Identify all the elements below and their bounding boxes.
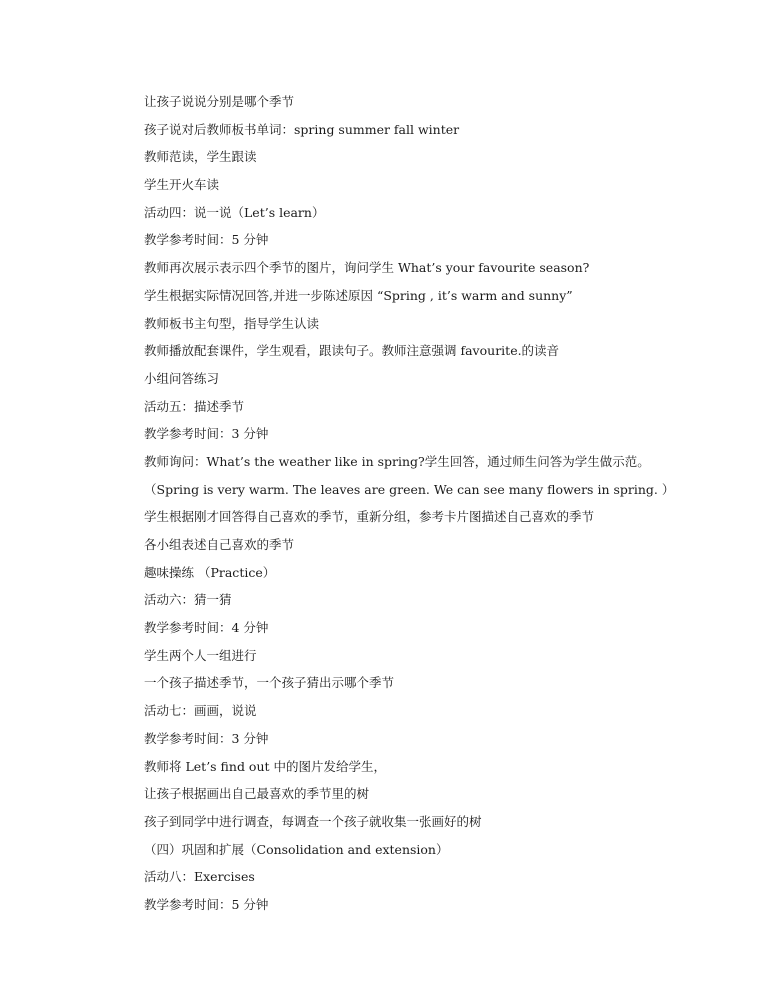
activity-heading: 活动七：画画，说说 — [144, 703, 257, 719]
activity-heading: 活动四：说一说（Let’s learn） — [144, 204, 325, 220]
activity-heading: 活动八：Exercises — [144, 869, 255, 885]
text-line: 学生开火车读 — [144, 177, 220, 193]
text-line: 教师范读，学生跟读 — [144, 149, 257, 165]
section-heading: 趣味操练 （Practice） — [144, 564, 276, 580]
text-line: 孩子说对后教师板书单词：spring summer fall winter — [144, 121, 460, 137]
time-note: 教学参考时间：3 分钟 — [144, 730, 269, 746]
text-line: 小组问答练习 — [144, 370, 220, 386]
time-note: 教学参考时间：3 分钟 — [144, 426, 269, 442]
text-line: 各小组表述自己喜欢的季节 — [144, 537, 295, 552]
text-line: 教师询问：What’s the weather like in spring?学生回答，通过师生问答为学生做示范。 — [144, 453, 650, 469]
text-line: 学生根据实际情况回答,并进一步陈述原因 “Spring , it’s warm and sunny” — [144, 287, 573, 303]
time-note: 教学参考时间：5 分钟 — [144, 896, 269, 912]
text-line: （Spring is very warm. The leaves are green. We can see many flowers in spring. ） — [144, 481, 675, 497]
text-line: 教师播放配套课件，学生观看，跟读句子。教师注意强调 favourite.的读音 — [144, 343, 560, 359]
text-line: 教师将 Let’s find out 中的图片发给学生， — [144, 758, 386, 774]
text-line: 让孩子说说分别是哪个季节 — [144, 94, 295, 109]
text-line: 教师再次展示表示四个季节的图片，询问学生 What’s your favourite season? — [144, 260, 590, 276]
text-line: 孩子到同学中进行调查，每调查一个孩子就收集一张画好的树 — [144, 813, 482, 829]
time-note: 教学参考时间：4 分钟 — [144, 620, 269, 636]
activity-heading: 活动五：描述季节 — [144, 398, 245, 414]
text-line: 学生两个人一组进行 — [144, 647, 257, 663]
text-line: 学生根据刚才回答得自己喜欢的季节，重新分组，参考卡片图描述自己喜欢的季节 — [144, 509, 595, 525]
text-line: 一个孩子描述季节，一个孩子猜出示哪个季节 — [144, 675, 395, 691]
activity-heading: 活动六：猜一猜 — [144, 592, 232, 608]
time-note: 教学参考时间：5 分钟 — [144, 232, 269, 248]
section-heading: （四）巩固和扩展（Consolidation and extension） — [144, 841, 449, 857]
text-line: 让孩子根据画出自己最喜欢的季节里的树 — [144, 786, 370, 802]
document-body — [144, 88, 675, 919]
text-line: 教师板书主句型，指导学生认读 — [144, 315, 320, 331]
